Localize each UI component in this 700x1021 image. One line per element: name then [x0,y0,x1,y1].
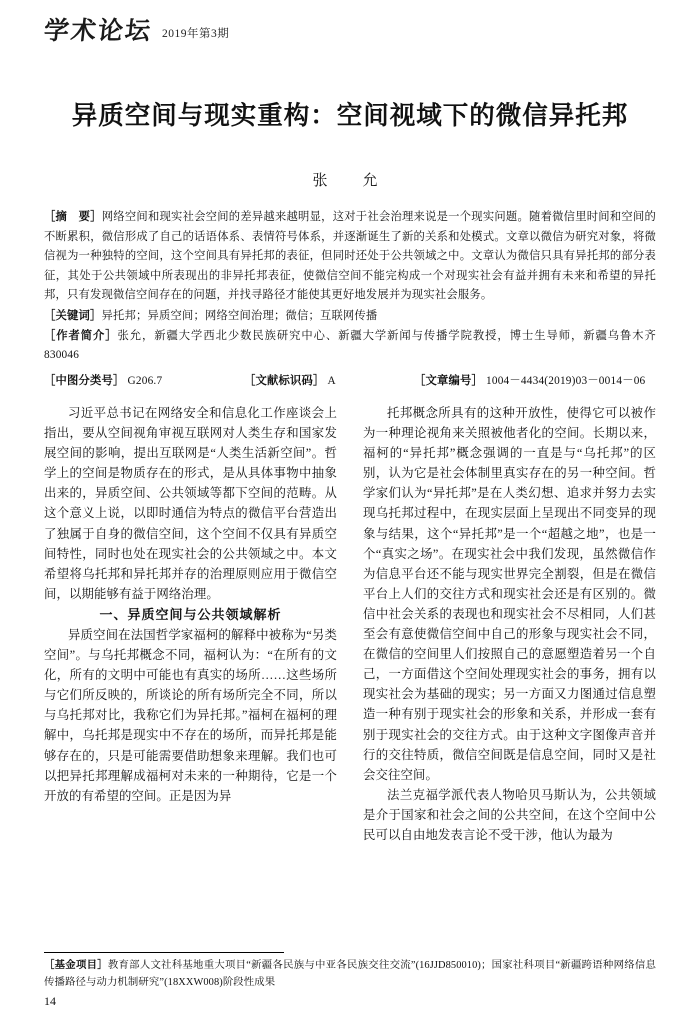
abstract-block [44,208,668,391]
clc-label: ［中图分类号］ [44,374,125,387]
doc-code-label: ［文献标识码］ [244,374,325,387]
issue-label: 2019年第3期 [162,28,230,40]
page-number: 14 [44,994,56,1008]
section-heading: 一、异质空间与公共领域解析 [99,606,282,622]
keywords-paragraph [44,307,656,326]
keywords-text: 异托邦；异质空间；网络空间治理；微信；互联网传播 [101,309,378,322]
masthead [44,18,656,49]
body-columns [44,403,656,899]
doc-code-cell [244,372,414,391]
clc-cell [44,372,244,391]
author-bio-label: ［作者简介］ [44,329,118,342]
abstract-text: 网络空间和现实社会空间的差异越来越明显，这对于社会治理来说是一个现实问题。随着微信里时间和空间的不断累积，微信形成了自己的话语体系、表情符号体系，并逐渐诞生了新的关系和处模式。文章以微信为研究对象，将微信视为一种独特的空间，这个空间具有异托邦的表征，但同时还处于公共领域之中。文章认为微信只具有异托邦的部分表征，其处于公共领域中所表现出的非异托邦表征，使微信空间不能完构成一个对现实社会有益并拥有未来和希望的异托邦，只有发现微信空间存在的问题，并找寻路径才能使其更好地发展并为现实社会服务。 [44,211,656,302]
fund-label: ［基金项目］ [44,960,108,972]
author-bio-paragraph [44,327,668,366]
footnote-divider [44,952,284,953]
footnote-text [44,958,656,992]
page-footer [44,952,656,1009]
doc-code-value: A [327,374,336,387]
journal-logo: 学术论坛 [42,16,154,45]
body-paragraph: 习近平总书记在网络安全和信息化工作座谈会上指出，要从空间视角审视互联网对人类生存和国家发展空间的影响，提出互联网是“人类生活新空间”。哲学上的空间是物质存在的形式，是从具体事物中抽象出来的，异质空间、公共领域等都下空间的范畴。从这个意义上说，以即时通信为特点的微信平台营造出了独属于自身的微信空间，这个空间不仅具有异质空间特性，同时也处在现实社会的公共领域之中。本文希望将乌托邦和异托邦并存的治理原则应用于微信空间，以期能够有益于网络治理。 [44,406,337,601]
abstract-label: ［摘 要］ [44,211,102,224]
page-title: 异质空间与现实重构：空间视域下的微信异托邦 [71,101,629,131]
keywords-label: ［关键词］ [44,309,102,322]
clc-value: G206.7 [127,374,163,387]
column-right [363,403,656,899]
article-id-cell [414,372,656,391]
abstract-paragraph [44,208,656,305]
body-paragraph: 法兰克福学派代表人物哈贝马斯认为，公共领域是介于国家和社会之间的公共空间，在这个空间中公民可以自由地发表言论不受干涉，他认为最为 [363,787,656,842]
column-left [44,403,337,899]
author-bio-text: 张允，新疆大学西北少数民族研究中心、新疆大学新闻与传播学院教授，博士生导师，新疆乌鲁木齐 830046 [44,329,668,362]
body-paragraph: 异质空间在法国哲学家福柯的解释中被称为“另类空间”。与乌托邦概念不同，福柯认为：“在所有的文化，所有的文明中可能也有真实的场所……这些场所与它们所反映的，所谈论的所有场所完全不同，所以与乌托邦对比，我称它们为异托邦。”福柯在福柯的理解中，乌托邦是现实中不存在的场所，而异托邦是能够存在的，只是可能需要借助想象来理解。我们也可以把异托邦理解成福柯对未来的一种期待，它是一个开放的有希望的空间。正是因为异 [44,627,337,803]
article-id-label: ［文章编号］ [414,374,483,387]
fund-text: 教育部人文社科基地重大项目“新疆各民族与中亚各民族交往交流”(16JJD850010)；国家社科项目“新疆跨语种网络信息传播路径与动力机制研究”(18XXW008)阶段性成果 [44,960,656,989]
classification-row [44,372,656,391]
body-paragraph: 托邦概念所具有的这种开放性，使得它可以被作为一种理论视角来关照被他者化的空间。长期以来，福柯的“异托邦”概念强调的一直是与“乌托邦”的区别，认为它是社会体制里真实存在的另一种空间。哲学家们认为“异托邦”是在人类幻想、追求并努力去实现乌托邦过程中，在现实层面上呈现出不同变异的现象与结果，这个“异托邦”是一个“超越之地”，也是一个“真实之场”。在现实社会中我们发现，虽然微信作为信息平台还不能与现实世界完全割裂，但是在微信平台上人们的交往方式和现实社会还是有区别的。微信中社会关系的表现也和现实社会不尽相同，人们甚至会有意使微信空间中自己的形象与现实社会不同，在微信的空间里人们按照自己的意愿塑造着另一个自己，一方面借这个空间处理现实社会的事务，拥有以现实社会为基础的现实；另一方面又力图通过信息塑造一种有别于现实社会的形象和关系，并形成一套有别于现实社会的交往方式。由于这种文字图像声音并行的交往特质，微信空间既是信息空间，同时又是社会交往空间。 [363,406,656,782]
article-author: 张 允 [312,171,388,190]
article-id-value: 1004－4434(2019)03－0014－06 [486,374,646,387]
